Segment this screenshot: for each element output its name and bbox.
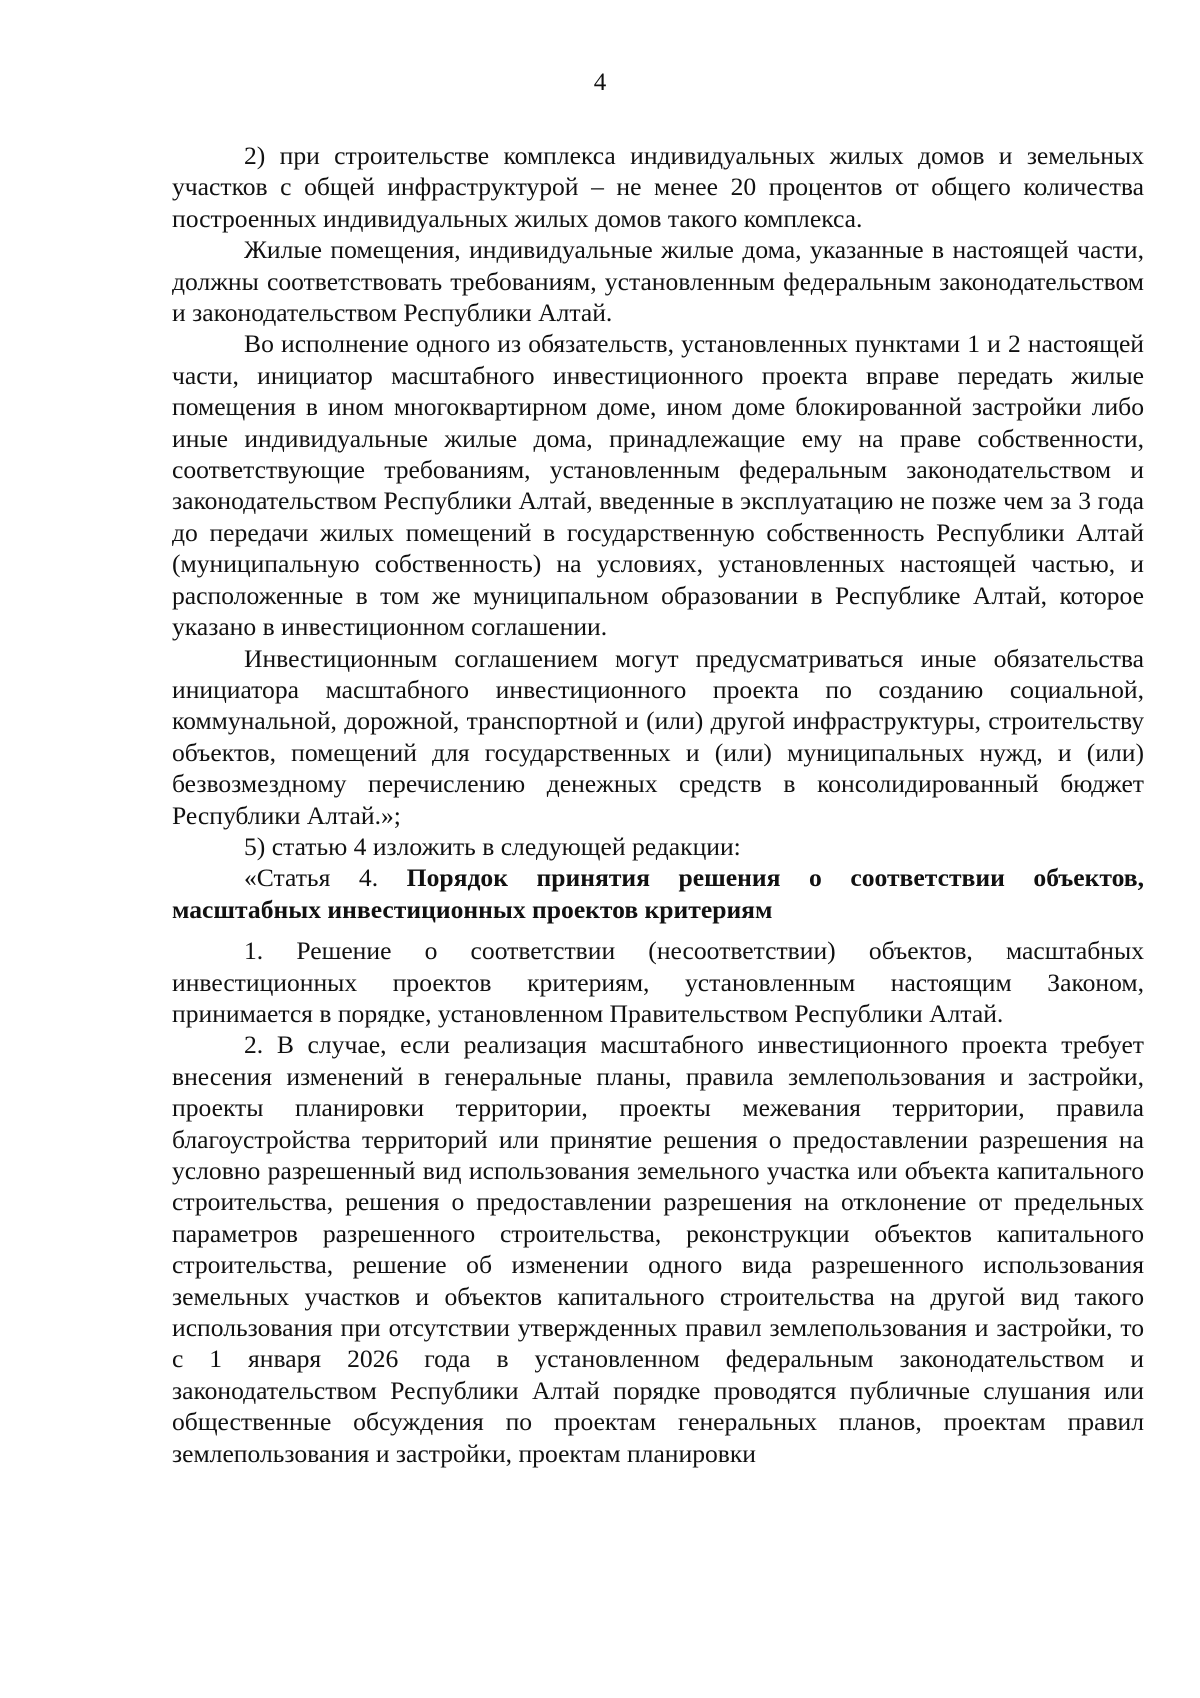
article-clause-1: 1. Решение о соответствии (несоответствии) объектов, масштабных инвестиционных проектов критериям, установленным настоящим Законом, принимается в порядке, установленном Правительством Республики Алтай. bbox=[172, 936, 1144, 1028]
page-number: 4 bbox=[593, 69, 607, 96]
paragraph-item-2: 2) при строительстве комплекса индивидуальных жилых домов и земельных участков с общей инфраструктурой – не менее 20 процентов от общего количества построенных индивидуальных жилых домов такого комплекса. bbox=[172, 141, 1144, 233]
paragraph-obligation-transfer: Во исполнение одного из обязательств, установленных пунктами 1 и 2 настоящей части, инициатор масштабного инвестиционного проекта вправе передать жилые помещения в ином многоквартирном доме, ином доме блокированной застройки либо иные индивидуальные жилые дома, принадлежащие ему на праве собственности, соответствующие требованиям, установленным федеральным законодательством и законодательством Республики Алтай, введенные в эксплуатацию не позже чем за 3 года до передачи жилых помещений в государственную собственность Республики Алтай (муниципальную собственность) на условиях, установленных настоящей частью, и расположенные в том же муниципальном образовании в Республике Алтай, которое указано в инвестиционном соглашении. bbox=[172, 329, 1144, 642]
article-clause-2: 2. В случае, если реализация масштабного инвестиционного проекта требует внесения изменений в генеральные планы, правила землепользования и застройки, проекты планировки территории, проекты межевания территории, правила благоустройства территорий или принятие решения о предоставлении разрешения на условно разрешенный вид использования земельного участка или объекта капитального строительства, решения о предоставлении разрешения на отклонение от предельных параметров разрешенного строительства, реконструкции объектов капитального строительства, решение об изменении одного вида разрешенного использования земельных участков и объектов капитального строительства на другой вид такого использования при отсутствии утвержденных правил землепользования и застройки, то с 1 января 2026 года в установленном федеральным законодательством и законодательством Республики Алтай порядке проводятся публичные слушания или общественные обсуждения по проектам генеральных планов, проектам правил землепользования и застройки, проектам планировки bbox=[172, 1030, 1144, 1468]
article-heading bbox=[172, 862, 1144, 925]
paragraph-amendment-article-4: 5) статью 4 изложить в следующей редакции: bbox=[244, 831, 741, 861]
article-prefix: «Статья 4. bbox=[244, 863, 407, 893]
article-title: Порядок принятия решения о соответствии объектов, масштабных инвестиционных проектов критериям bbox=[172, 863, 1144, 924]
paragraph-housing-requirements: Жилые помещения, индивидуальные жилые дома, указанные в настоящей части, должны соответствовать требованиям, установленным федеральным законодательством и законодательством Республики Алтай. bbox=[172, 235, 1144, 328]
document-body bbox=[172, 140, 1144, 1469]
paragraph-investment-agreement: Инвестиционным соглашением могут предусматриваться иные обязательства инициатора масштабного инвестиционного проекта по созданию социальной, коммунальной, дорожной, транспортной и (или) другой инфраструктуры, строительству объектов, помещений для государственных и (или) муниципальных нужд, и (или) безвозмездному перечислению денежных средств в консолидированный бюджет Республики Алтай.»; bbox=[172, 643, 1144, 830]
